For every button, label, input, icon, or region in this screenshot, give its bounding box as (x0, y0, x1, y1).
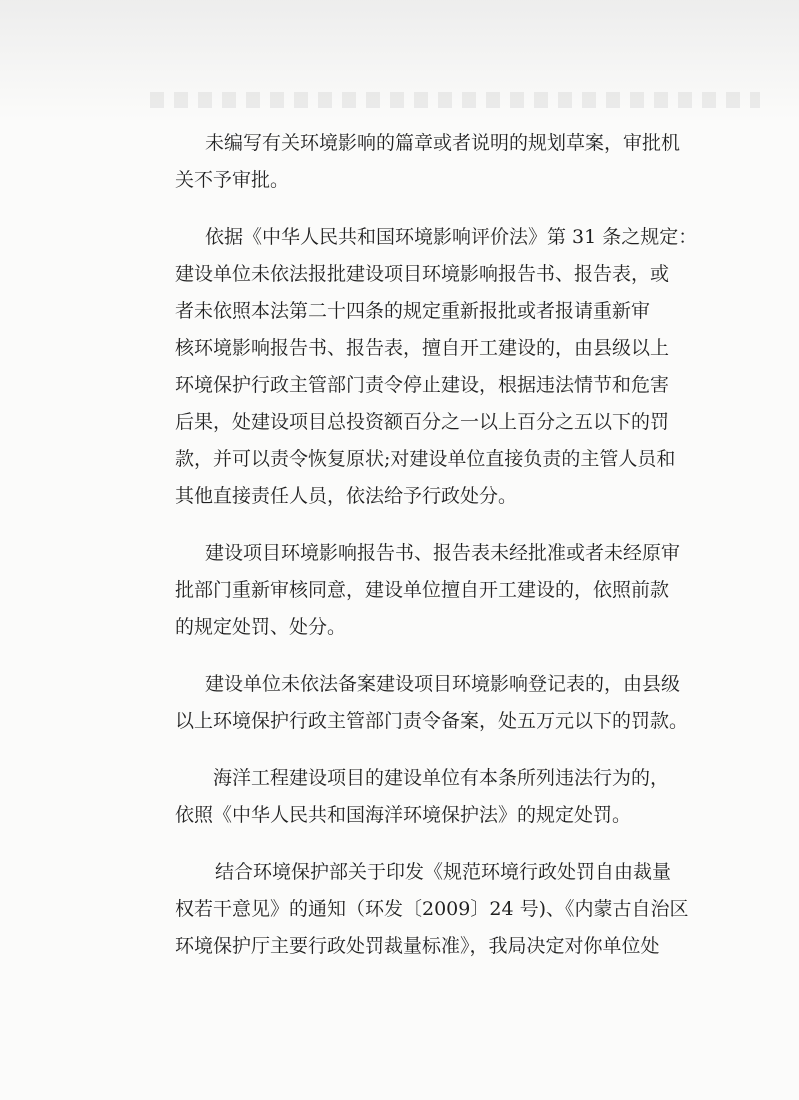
text-line: 其他直接责任人员，依法给予行政处分。 (175, 485, 518, 507)
text-line: 未编写有关环境影响的篇章或者说明的规划草案，审批机 (205, 132, 681, 154)
text-line: 依照《中华人民共和国海洋环境保护法》的规定处罚。 (175, 804, 632, 826)
text-line: 建设项目环境影响报告书、报告表未经批准或者未经原审 (205, 542, 681, 564)
document-body (175, 125, 740, 985)
text-line: 关不予审批。 (175, 169, 290, 191)
text-line: 建设单位未依法报批建设项目环境影响报告书、报告表，或 (175, 263, 670, 285)
paragraph-2 (175, 219, 740, 515)
text-line: 环境保护行政主管部门责令停止建设，根据违法情节和危害 (175, 374, 670, 396)
text-line: 款，并可以责令恢复原状;对建设单位直接负责的主管人员和 (175, 448, 676, 470)
paragraph-1 (175, 125, 740, 199)
paragraph-5 (175, 760, 740, 834)
text-line: 依据《中华人民共和国环境影响评价法》第 31 条之规定： (205, 226, 698, 248)
text-line: 以上环境保护行政主管部门责令备案，处五万元以下的罚款。 (175, 710, 689, 732)
text-line: 核环境影响报告书、报告表，擅自开工建设的，由县级以上 (175, 337, 670, 359)
text-line: 者未依照本法第二十四条的规定重新报批或者报请重新审 (175, 300, 651, 322)
text-line: 海洋工程建设项目的建设单位有本条所列违法行为的， (213, 767, 670, 789)
text-line: 结合环境保护部关于印发《规范环境行政处罚自由裁量 (215, 861, 672, 883)
paragraph-6 (175, 854, 740, 965)
text-line: 权若干意见》的通知（环发〔2009〕24 号)、《内蒙古自治区 (175, 898, 689, 920)
text-line: 后果，处建设项目总投资额百分之一以上百分之五以下的罚 (175, 411, 670, 433)
text-line: 环境保护厅主要行政处罚裁量标准》，我局决定对你单位处 (175, 935, 660, 957)
show-through-text (150, 92, 760, 108)
paragraph-3 (175, 535, 740, 646)
text-line: 建设单位未依法备案建设项目环境影响登记表的，由县级 (205, 673, 681, 695)
paragraph-4 (175, 666, 740, 740)
text-line: 的规定处罚、处分。 (175, 616, 347, 638)
text-line: 批部门重新审核同意，建设单位擅自开工建设的，依照前款 (175, 579, 670, 601)
